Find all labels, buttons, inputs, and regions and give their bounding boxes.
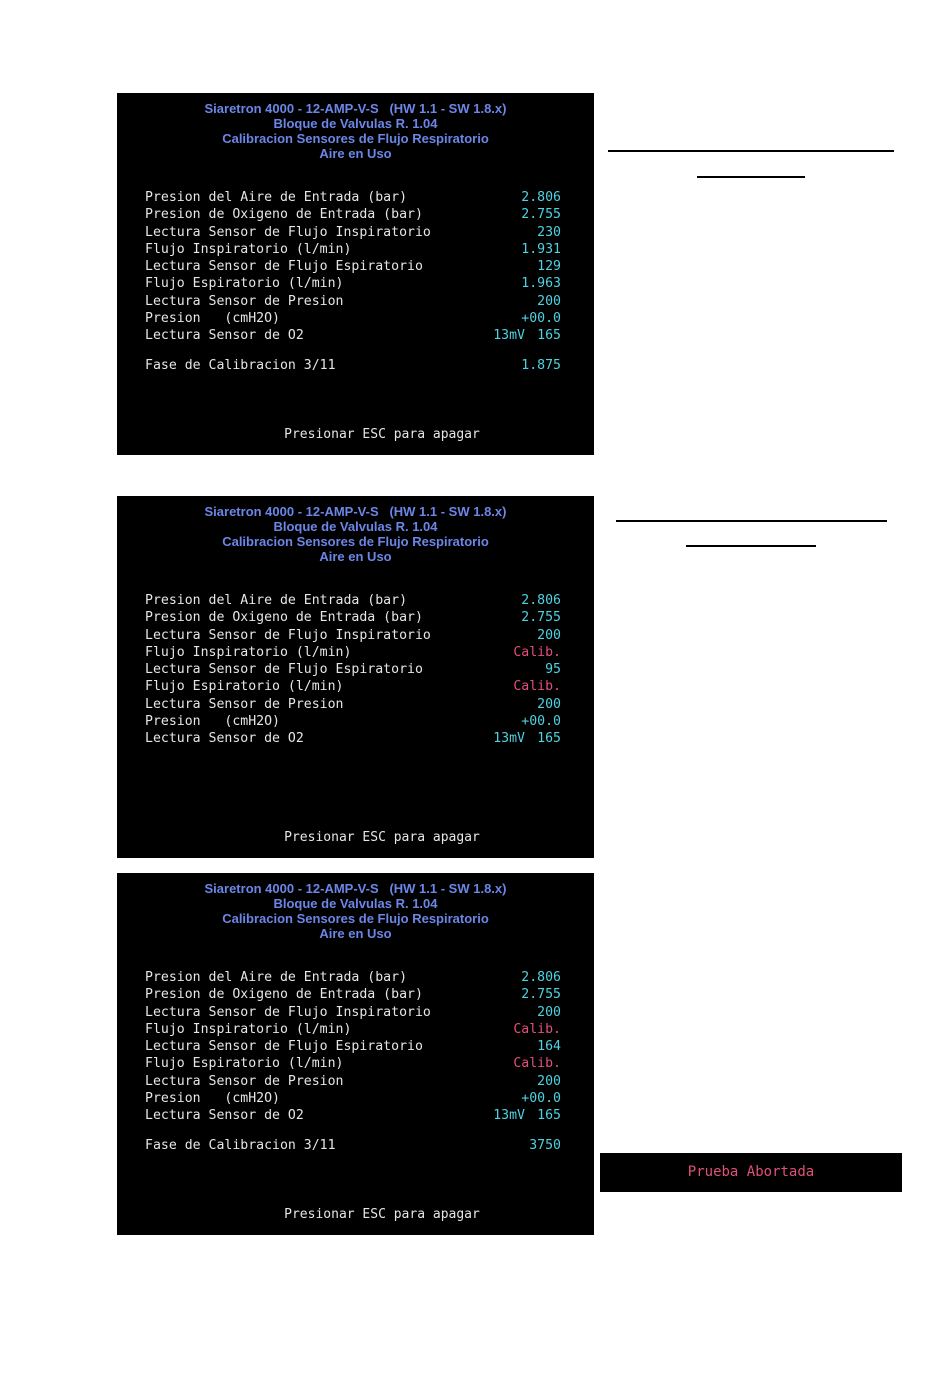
procedure-title: Calibracion Sensores de Flujo Respiratorio bbox=[222, 131, 489, 146]
reading-row-insp-sensor bbox=[145, 627, 561, 644]
reading-row-air-pressure bbox=[145, 592, 561, 609]
reading-value: 2.755 bbox=[521, 610, 561, 626]
reading-value: 95 bbox=[545, 662, 561, 678]
screen-header bbox=[117, 101, 594, 161]
reading-label: Lectura Sensor de Presion bbox=[145, 696, 344, 712]
reading-value: 1.963 bbox=[521, 276, 561, 292]
reading-label: Lectura Sensor de O2 bbox=[145, 328, 304, 344]
reading-label: Flujo Espiratorio (l/min) bbox=[145, 1056, 344, 1072]
reading-label: Lectura Sensor de Flujo Inspiratorio bbox=[145, 1004, 431, 1020]
reading-row-air-pressure bbox=[145, 189, 561, 206]
reading-value: 165 bbox=[537, 1108, 561, 1124]
reading-row-insp-flow bbox=[145, 644, 561, 661]
reading-millivolts: 13mV bbox=[493, 328, 525, 344]
reading-millivolts: 13mV bbox=[493, 731, 525, 747]
reading-value: 200 bbox=[537, 1004, 561, 1020]
test-aborted-banner: Prueba Abortada bbox=[600, 1153, 902, 1192]
blank-line-short bbox=[686, 545, 816, 547]
gas-in-use: Aire en Uso bbox=[319, 146, 392, 161]
reading-row-pressure bbox=[145, 310, 561, 327]
reading-row-insp-sensor bbox=[145, 224, 561, 241]
readings-list bbox=[145, 969, 561, 1125]
reading-row-pressure-sensor bbox=[145, 696, 561, 713]
procedure-title: Calibracion Sensores de Flujo Respiratorio bbox=[222, 534, 489, 549]
phase-value: 3750 bbox=[529, 1138, 561, 1153]
reading-label: Lectura Sensor de Presion bbox=[145, 293, 344, 309]
reading-label: Presion del Aire de Entrada (bar) bbox=[145, 190, 408, 205]
device-title: Siaretron 4000 - 12-AMP-V-S (HW 1.1 - SW 1.8.x) bbox=[204, 101, 507, 116]
reading-row-insp-sensor bbox=[145, 1004, 561, 1021]
reading-label: Presion de Oxigeno de Entrada (bar) bbox=[145, 207, 423, 223]
reading-label: Lectura Sensor de Flujo Espiratorio bbox=[145, 1039, 423, 1055]
esc-hint: Presionar ESC para apagar bbox=[284, 830, 480, 845]
reading-value: 200 bbox=[537, 696, 561, 712]
reading-value: 164 bbox=[537, 1039, 561, 1055]
reading-value: 2.806 bbox=[521, 970, 561, 985]
reading-row-exp-flow bbox=[145, 275, 561, 292]
phase-value: 1.875 bbox=[521, 358, 561, 373]
device-title: Siaretron 4000 - 12-AMP-V-S (HW 1.1 - SW 1.8.x) bbox=[204, 504, 507, 519]
esc-hint: Presionar ESC para apagar bbox=[284, 427, 480, 442]
reading-row-oxygen-pressure bbox=[145, 986, 561, 1003]
reading-row-exp-flow bbox=[145, 678, 561, 695]
phase-label: Fase de Calibracion 3/11 bbox=[145, 1138, 336, 1153]
valve-block-version: Bloque de Valvulas R. 1.04 bbox=[273, 896, 438, 911]
reading-row-pressure-sensor bbox=[145, 293, 561, 310]
reading-row-pressure bbox=[145, 713, 561, 730]
reading-label: Flujo Espiratorio (l/min) bbox=[145, 679, 344, 695]
reading-row-o2-sensor bbox=[145, 730, 561, 747]
reading-value: 200 bbox=[537, 293, 561, 309]
screen-header bbox=[117, 881, 594, 941]
gas-in-use: Aire en Uso bbox=[319, 549, 392, 564]
reading-value: 2.755 bbox=[521, 207, 561, 223]
reading-label: Presion de Oxigeno de Entrada (bar) bbox=[145, 610, 423, 626]
reading-row-o2-sensor bbox=[145, 1107, 561, 1124]
reading-label: Lectura Sensor de O2 bbox=[145, 731, 304, 747]
reading-label: Presion (cmH2O) bbox=[145, 1091, 280, 1107]
reading-row-insp-flow bbox=[145, 1021, 561, 1038]
reading-row-oxygen-pressure bbox=[145, 609, 561, 626]
reading-label: Lectura Sensor de Flujo Inspiratorio bbox=[145, 627, 431, 643]
reading-label: Presion del Aire de Entrada (bar) bbox=[145, 970, 408, 985]
reading-row-exp-sensor bbox=[145, 258, 561, 275]
reading-label: Lectura Sensor de Flujo Inspiratorio bbox=[145, 224, 431, 240]
blank-line bbox=[616, 520, 887, 522]
valve-block-version: Bloque de Valvulas R. 1.04 bbox=[273, 116, 438, 131]
reading-value: 2.755 bbox=[521, 987, 561, 1003]
valve-block-version: Bloque de Valvulas R. 1.04 bbox=[273, 519, 438, 534]
calib-status: Calib. bbox=[513, 644, 561, 660]
reading-millivolts: 13mV bbox=[493, 1108, 525, 1124]
reading-value: +00.0 bbox=[521, 714, 561, 730]
reading-label: Flujo Inspiratorio (l/min) bbox=[145, 1021, 352, 1037]
calibration-screen-3 bbox=[117, 873, 594, 1235]
blank-line-short bbox=[697, 176, 805, 178]
reading-label: Lectura Sensor de O2 bbox=[145, 1108, 304, 1124]
calibration-screen-2 bbox=[117, 496, 594, 858]
reading-label: Lectura Sensor de Flujo Espiratorio bbox=[145, 662, 423, 678]
reading-label: Presion (cmH2O) bbox=[145, 714, 280, 730]
reading-row-exp-sensor bbox=[145, 1038, 561, 1055]
gas-in-use: Aire en Uso bbox=[319, 926, 392, 941]
reading-label: Presion (cmH2O) bbox=[145, 311, 280, 327]
reading-value: 2.806 bbox=[521, 593, 561, 608]
calib-status: Calib. bbox=[513, 1056, 561, 1072]
reading-value: 200 bbox=[537, 1073, 561, 1089]
reading-row-exp-sensor bbox=[145, 661, 561, 678]
blank-line bbox=[608, 150, 894, 152]
reading-value: 129 bbox=[537, 259, 561, 275]
reading-value: +00.0 bbox=[521, 1091, 561, 1107]
reading-row-pressure-sensor bbox=[145, 1073, 561, 1090]
reading-row-pressure bbox=[145, 1090, 561, 1107]
reading-row-o2-sensor bbox=[145, 327, 561, 344]
screen-header bbox=[117, 504, 594, 564]
reading-label: Flujo Espiratorio (l/min) bbox=[145, 276, 344, 292]
reading-label: Presion del Aire de Entrada (bar) bbox=[145, 593, 408, 608]
calib-status: Calib. bbox=[513, 1021, 561, 1037]
calibration-screen-1 bbox=[117, 93, 594, 455]
reading-label: Lectura Sensor de Presion bbox=[145, 1073, 344, 1089]
reading-value: +00.0 bbox=[521, 311, 561, 327]
device-title: Siaretron 4000 - 12-AMP-V-S (HW 1.1 - SW 1.8.x) bbox=[204, 881, 507, 896]
reading-value: 2.806 bbox=[521, 190, 561, 205]
readings-list bbox=[145, 189, 561, 345]
reading-label: Presion de Oxigeno de Entrada (bar) bbox=[145, 987, 423, 1003]
reading-label: Flujo Inspiratorio (l/min) bbox=[145, 241, 352, 257]
procedure-title: Calibracion Sensores de Flujo Respiratorio bbox=[222, 911, 489, 926]
reading-row-exp-flow bbox=[145, 1055, 561, 1072]
reading-value: 230 bbox=[537, 224, 561, 240]
esc-hint: Presionar ESC para apagar bbox=[284, 1207, 480, 1222]
calib-status: Calib. bbox=[513, 679, 561, 695]
reading-row-oxygen-pressure bbox=[145, 206, 561, 223]
reading-value: 165 bbox=[537, 731, 561, 747]
reading-value: 1.931 bbox=[521, 241, 561, 257]
reading-value: 200 bbox=[537, 627, 561, 643]
phase-label: Fase de Calibracion 3/11 bbox=[145, 358, 336, 373]
readings-list bbox=[145, 592, 561, 748]
reading-label: Flujo Inspiratorio (l/min) bbox=[145, 644, 352, 660]
reading-label: Lectura Sensor de Flujo Espiratorio bbox=[145, 259, 423, 275]
reading-row-air-pressure bbox=[145, 969, 561, 986]
reading-row-insp-flow bbox=[145, 241, 561, 258]
reading-value: 165 bbox=[537, 328, 561, 344]
